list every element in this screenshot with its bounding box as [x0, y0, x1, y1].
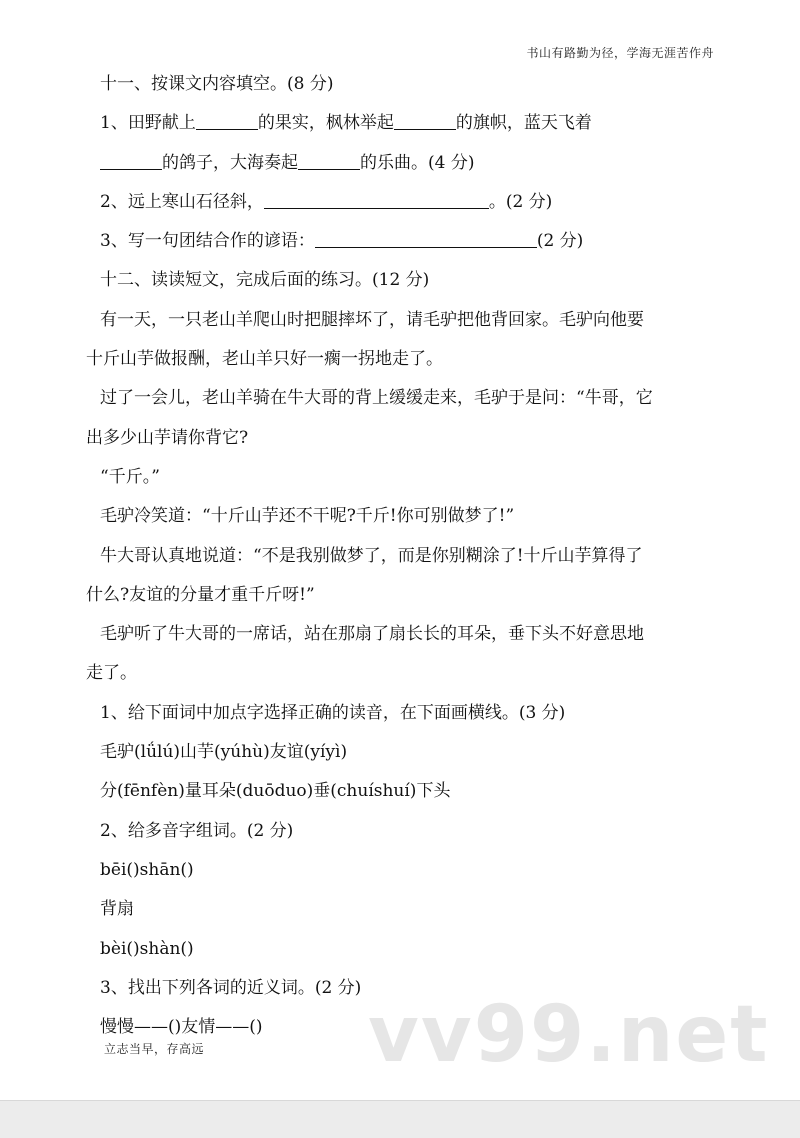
exercise-2-line-1: bēi()shān()	[100, 859, 194, 880]
passage-paragraph-6-cont: 走了。	[86, 663, 137, 684]
fill-blank[interactable]	[394, 111, 456, 130]
fill-blank[interactable]	[196, 111, 258, 130]
exercise-1-line-1: 毛驴(lǘlú)山芋(yúhù)友谊(yíyì)	[100, 742, 348, 763]
passage-paragraph-5: 牛大哥认真地说道：“不是我别做梦了，而是你别糊涂了!十斤山芋算得了	[100, 545, 643, 566]
passage-paragraph-2-cont: 出多少山芋请你背它?	[86, 427, 249, 448]
worksheet-content	[86, 65, 700, 1047]
section-12-title: 十二、读读短文，完成后面的练习。(12 分)	[100, 270, 430, 291]
exercise-3-title: 3、找出下列各词的近义词。(2 分)	[100, 977, 362, 998]
passage-paragraph-2: 过了一会儿，老山羊骑在牛大哥的背上缓缓走来，毛驴于是问：“牛哥，它	[100, 388, 653, 409]
fill-blank[interactable]	[315, 229, 537, 248]
section-11-title: 十一、按课文内容填空。(8 分)	[100, 74, 334, 94]
question-1-line-2: 的鸽子，大海奏起 的乐曲。(4 分)	[100, 144, 700, 183]
question-1-line-1: 1、田野献上 的果实，枫林举起 的旗帜，蓝天飞着	[100, 113, 592, 134]
header-motto: 书山有路勤为径，学海无涯苦作舟	[526, 46, 714, 60]
watermark: vv99.net	[368, 990, 770, 1080]
fill-blank[interactable]	[100, 151, 162, 170]
exercise-1-title: 1、给下面词中加点字选择正确的读音，在下面画横线。(3 分)	[100, 702, 566, 723]
passage-paragraph-6: 毛驴听了牛大哥的一席话，站在那扇了扇长长的耳朵，垂下头不好意思地	[100, 624, 644, 645]
footer-motto: 立志当早，存高远	[104, 1042, 205, 1056]
exercise-1-line-2: 分(fēnfèn)量耳朵(duōduo)垂(chuíshuí)下头	[100, 781, 451, 802]
exercise-3-line-1: 慢慢——()友情——()	[100, 1017, 263, 1038]
fill-blank[interactable]	[298, 151, 360, 170]
passage-paragraph-1-cont: 十斤山芋做报酬，老山羊只好一瘸一拐地走了。	[86, 349, 443, 370]
passage-paragraph-5-cont: 什么?友谊的分量才重千斤呀!”	[86, 584, 315, 605]
fill-blank[interactable]	[264, 190, 489, 209]
exercise-2-line-2: 背扇	[100, 899, 134, 920]
exercise-2-title: 2、给多音字组词。(2 分)	[100, 820, 294, 841]
passage-paragraph-3: “千斤。”	[100, 466, 160, 487]
passage-paragraph-1: 有一天，一只老山羊爬山时把腿摔坏了，请毛驴把他背回家。毛驴向他要	[100, 309, 644, 330]
question-3: 3、写一句团结合作的谚语： (2 分)	[100, 231, 584, 252]
exercise-2-line-3: bèi()shàn()	[100, 938, 194, 959]
page-bottom-edge	[0, 1100, 800, 1138]
passage-paragraph-4: 毛驴冷笑道：“十斤山芋还不干呢?千斤!你可别做梦了!”	[100, 506, 515, 527]
question-2: 2、远上寒山石径斜， 。(2 分)	[100, 191, 553, 212]
